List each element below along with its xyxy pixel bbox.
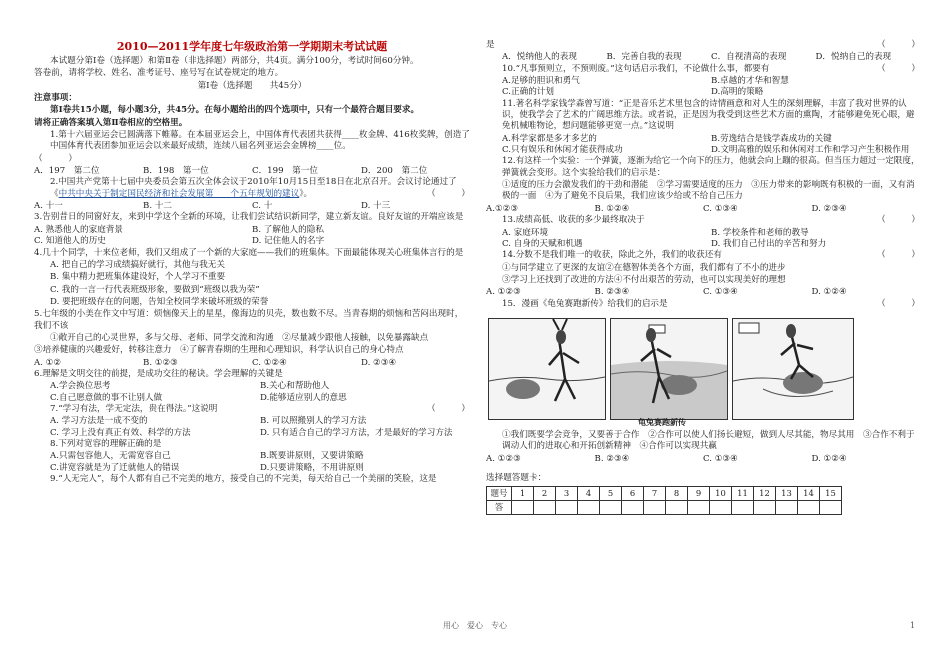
option: B. ①②③ (143, 357, 178, 368)
option: B. ②③④ (594, 287, 630, 298)
question-9-options-label: 是 (486, 40, 495, 50)
statement: ①我们既要学会竞争，又要善于合作 (502, 429, 640, 440)
question-stem: 14.分数不是我们唯一的收获，除此之外，我们的收获还有 (502, 250, 722, 261)
statement: ②尽量减少跟他人接触，以免暴露缺点 (282, 332, 429, 343)
question-number-cell: 6 (622, 487, 644, 501)
statement: ④了解青春期的生理和心理知识，科学认识自己的身心特点 (180, 345, 404, 356)
option: A．197 第二位 (34, 166, 100, 177)
option: D.文明高雅的娱乐和休闲对工作和学习产生积极作用 (711, 145, 910, 156)
option: D. ①②④ (811, 453, 847, 464)
question-number-cell: 2 (534, 487, 556, 501)
option: C．自视清高的表现 (711, 52, 787, 63)
option: B. 十二 (143, 201, 172, 212)
option: B. 学校条件和老师的教导 (711, 227, 809, 238)
option: D.能够适应别人的意思 (260, 392, 347, 403)
option: A. 把自己的学习成绩搞好就行，其他与我无关 (50, 259, 225, 270)
part-one-heading: 第Ⅰ卷（选择题 共45分） (197, 80, 307, 91)
option: D. 记住他人的名字 (252, 236, 325, 247)
question-stem: 5.七年级的小美在作文中写道：烦恼像天上的星星，像海边的贝壳，数也数不尽。当青春期的烦恼和苦闷出现时，我们不该 (34, 309, 464, 331)
question-number-cell: 15 (820, 487, 842, 501)
option: D.高明的策略 (711, 87, 764, 98)
row-header: 题号 (487, 487, 512, 501)
option: C.讲宽容就是为了迁就他人的错误 (50, 462, 180, 473)
option: D．悦纳自己的表现 (815, 52, 892, 63)
question-number-cell: 14 (798, 487, 820, 501)
answer-card-table (486, 486, 842, 515)
statement: ①与同学建立了更深的友谊②在德智体美各个方面，我们都有了不小的进步 (502, 262, 786, 273)
comic-panel (488, 318, 606, 420)
option: A. 十一 (34, 201, 63, 212)
question-1 (34, 130, 470, 177)
statement: ③压力带来的影响既有积极的一面，又有消极的一面 (502, 180, 915, 202)
question-stem: 10.“凡事预则立，不预则废。”这句话启示我们，不论做什么事，都要有 (502, 63, 770, 74)
option: B.关心和帮助他人 (260, 381, 330, 392)
option: A．悦纳他人的表现 (502, 52, 577, 63)
question-stem: 4.几十个同学，十来位老师，我们又组成了一个新的大家庭——我们的班集体。下面最能体现关心班集体言行的是 (34, 247, 464, 258)
option: B.劳逸结合是钱学森成功的关键 (711, 133, 832, 144)
answer-parenthesis: （ ） (877, 215, 920, 226)
answer-cell[interactable] (732, 501, 754, 515)
answer-cell[interactable] (622, 501, 644, 515)
answer-cell[interactable] (688, 501, 710, 515)
answer-parenthesis: （ ） (877, 298, 920, 309)
page-footer: 用心 爱心 专心 (443, 621, 507, 630)
question-stem: 8.下列对宽容的理解正确的是 (50, 439, 162, 449)
comic-panel (732, 318, 854, 420)
option: C. 知道他人的历史 (34, 236, 106, 247)
question-stem: 13.成绩高低、收获的多少最终取决于 (502, 215, 645, 226)
question-number-cell: 9 (688, 487, 710, 501)
option: A. ①② (34, 357, 62, 368)
question-14 (486, 250, 920, 298)
option: D. 只有适合自己的学习方法，才是最好的学习方法 (260, 427, 453, 438)
option: A.只需包容他人，无需宽容自己 (50, 451, 171, 462)
option: A. 家庭环境 (502, 227, 549, 238)
question-number-cell: 7 (644, 487, 666, 501)
left-column (34, 56, 470, 486)
answer-parenthesis: （ ） (427, 188, 470, 199)
question-7 (34, 404, 470, 439)
table-row (487, 487, 842, 501)
question-13 (486, 215, 920, 250)
option: B．完善自我的表现 (606, 52, 682, 63)
option: A. 熟悉他人的家庭背景 (34, 224, 124, 235)
notes-body-1: 第Ⅰ卷共15小题，每小题3分，共45分。在每小题给出的四个选项中，只有一个最符合题目要求。 (50, 105, 420, 116)
question-stem-tail: 》。 (299, 188, 313, 199)
answer-parenthesis: （ ） (877, 40, 920, 50)
answer-cell[interactable] (556, 501, 578, 515)
question-number-cell: 11 (732, 487, 754, 501)
intro-line-1: 本试题分第Ⅰ卷（选择题）和第Ⅱ卷（非选择题）两部分，共4页。满分100分，考试时间60分钟。 (50, 56, 419, 66)
option: C. ①③④ (703, 453, 738, 464)
question-stem: 7.“学习有法，学无定法，贵在得法。”这说明 (50, 403, 218, 414)
option: C. ①③④ (703, 287, 738, 298)
answer-cell[interactable] (820, 501, 842, 515)
answer-cell[interactable] (534, 501, 556, 515)
question-9-options (486, 52, 920, 63)
option: B. 集中精力把班集体建设好，个人学习不重要 (50, 272, 226, 283)
answer-cell[interactable] (644, 501, 666, 515)
option: D．200 第二位 (361, 166, 428, 177)
option: A.科学家都是多才多艺的 (502, 133, 597, 144)
question-stem: 6.理解是文明交往的前提，是成功交往的秘诀。学会理解的关键是 (34, 368, 283, 379)
option: A. ①②③ (486, 287, 521, 298)
option: D. ②③④ (361, 357, 397, 368)
question-6 (34, 369, 470, 404)
option: C. ①③④ (703, 203, 738, 214)
answer-cell[interactable] (798, 501, 820, 515)
option: B．198 第一位 (143, 166, 209, 177)
option: C.只有娱乐和休闲才能获得成功 (502, 145, 623, 156)
intro-line-2: 答卷前，请将学校、姓名、准考证号、座号写在试卷规定的地方。 (34, 68, 284, 79)
option: D. 我们自己付出的辛苦和努力 (711, 238, 827, 249)
answer-cell[interactable] (666, 501, 688, 515)
question-stem: 12.有这样一个实验：一个弹簧，逐渐为给它一个向下的压力，他就会向上蹦的很高。但当压力超过一定限度，弹簧就会变形。这个实验给我们的启示是： (502, 156, 920, 178)
option: D. ①②④ (811, 287, 847, 298)
question-stem: 9.“人无完人”，每个人都有自己不完美的地方，接受自己的不完美，每天给自己一个美丽的笑脸，这是 (50, 474, 437, 485)
option: B. 了解他人的隐私 (252, 224, 324, 235)
option: C. ①②④ (252, 357, 287, 368)
question-9 (34, 474, 470, 485)
option: B.卓越的才华和智慧 (711, 76, 789, 87)
statement: ④为了避免不良后果，我们应该少给或不给自己压力 (545, 191, 743, 202)
page-title: 2010—2011学年度七年级政治第一学期期末考试试题 (116, 40, 388, 53)
option: C.正确的计划 (502, 87, 554, 98)
statement: ③合作不利于调动人们的进取心和开拓创新精神 (502, 429, 915, 452)
reference-link[interactable]: 中共中央关于制定国民经济和社会发展第 个五年规划的建议 (58, 188, 300, 199)
question-10 (486, 64, 920, 99)
option: C. 学习上没有真正有效、科学的方法 (50, 427, 191, 438)
question-11 (486, 99, 920, 157)
question-8 (34, 439, 470, 474)
statement: ③培养健康的兴趣爱好，转移注意力 (34, 345, 172, 356)
option: B. ②③④ (594, 453, 630, 464)
answer-parenthesis: （ ） (877, 63, 920, 74)
option: C. 十 (252, 201, 273, 212)
option: D. ②③④ (811, 203, 847, 214)
answer-cell[interactable] (754, 501, 776, 515)
option: A.①②③ (486, 203, 519, 214)
question-number-cell: 1 (512, 487, 534, 501)
answer-card-label: 选择题答题卡： (486, 472, 547, 483)
question-3 (34, 212, 470, 247)
question-stem: 15．漫画《龟兔赛跑新传》给我们的启示是 (502, 298, 668, 309)
answer-card (486, 473, 920, 515)
question-number-cell: 10 (710, 487, 732, 501)
statement: ②合作可以使人们扬长避短，做到人尽其能，物尽其用 (648, 429, 855, 440)
statement: ①适度的压力会激发我们的干劲和潜能 (502, 180, 649, 191)
right-column (486, 40, 920, 515)
question-12 (486, 156, 920, 215)
option: A.学会换位思考 (50, 381, 111, 392)
question-number-cell: 4 (578, 487, 600, 501)
statement: ④合作可以实现共赢 (639, 441, 717, 452)
comic-illustration (488, 312, 854, 428)
comic-caption: 龟兔赛跑新传 (638, 417, 686, 428)
question-15 (486, 299, 920, 465)
option: C．199 第一位 (252, 166, 318, 177)
question-5 (34, 309, 470, 369)
question-number-cell: 3 (556, 487, 578, 501)
answer-cell[interactable] (578, 501, 600, 515)
option: D. 要把班级存在的问题，告知全校同学来破坏班级的荣誉 (50, 296, 269, 307)
option: A. 学习方法是一成不变的 (50, 416, 148, 427)
question-number-cell: 8 (666, 487, 688, 501)
option: B. ①②④ (594, 203, 630, 214)
question-number-cell: 12 (754, 487, 776, 501)
option: B. 可以照搬别人的学习方法 (260, 416, 367, 427)
answer-cell[interactable] (710, 501, 732, 515)
question-4 (34, 248, 470, 309)
answer-cell[interactable] (776, 501, 798, 515)
comic-panel (610, 318, 728, 420)
option: A. ①②③ (486, 453, 521, 464)
table-row (487, 501, 842, 515)
question-stem: 2.中国共产党第十七届中央委员会第五次全体会议于2010年10月15日至18日在北京召开。会议讨论通过了《 (50, 177, 457, 199)
question-number-cell: 5 (600, 487, 622, 501)
answer-parenthesis: （ ） (877, 250, 920, 261)
option: C. 我的一言一行代表班级形象，要做到“班级以我为荣” (50, 284, 260, 295)
option: D. 十三 (361, 201, 391, 212)
page-number: 1 (910, 621, 916, 630)
answer-cell[interactable] (600, 501, 622, 515)
option: C.自己愿意做的事不让别人做 (50, 392, 163, 403)
statement: ②学习需要适度的压力 (656, 180, 743, 191)
row-header: 答 (487, 501, 512, 515)
option: D.只要讲策略，不用讲原则 (260, 462, 364, 473)
notes-body-2: 请将正确答案填入第Ⅱ卷相应的空格里。 (34, 117, 188, 128)
question-stem: 3.告别昔日的同窗好友，来到中学这个全新的环境，让我们尝试结识新同学，建立新友谊。良好友谊的开端应该是 (34, 212, 464, 223)
question-2 (34, 177, 470, 212)
notes-heading: 注意事项： (34, 93, 77, 104)
answer-cell[interactable] (512, 501, 534, 515)
answer-parenthesis: （ ） (427, 403, 470, 414)
option: B.既要讲原则，又要讲策略 (260, 451, 364, 462)
question-number-cell: 13 (776, 487, 798, 501)
statement: ③学习上还找到了改进的方法④不付出艰苦的劳动，也可以实现美好的理想 (502, 274, 786, 285)
option: C. 自身的天赋和机遇 (502, 238, 583, 249)
question-stem: 11.著名科学家钱学森曾写道：“正是音乐艺术里包含的诗情画意和对人生的深刻理解，丰富了我对世界的认识，使我学会了艺术的广阔思维方法。或者说，正是因为我受到这些艺术方面的熏陶，才能够避免死心眼，避免机械唯物论，想问题能够更宽一点。”这说明 (502, 98, 915, 132)
answer-parenthesis: （ ） (34, 153, 77, 164)
question-stem: 1.第十六届亚运会已圆满落下帷幕。在本届亚运会上，中国体育代表团共获得____枚金牌、416枚奖牌，创造了中国体育代表团参加亚运会以来最好成绩，连续八届名列亚运会金牌榜____位。 (50, 130, 470, 152)
statement: ①敞开自己的心灵世界，多与父母、老师、同学交流和沟通 (50, 332, 274, 343)
option: A.足够的胆识和勇气 (502, 76, 580, 87)
